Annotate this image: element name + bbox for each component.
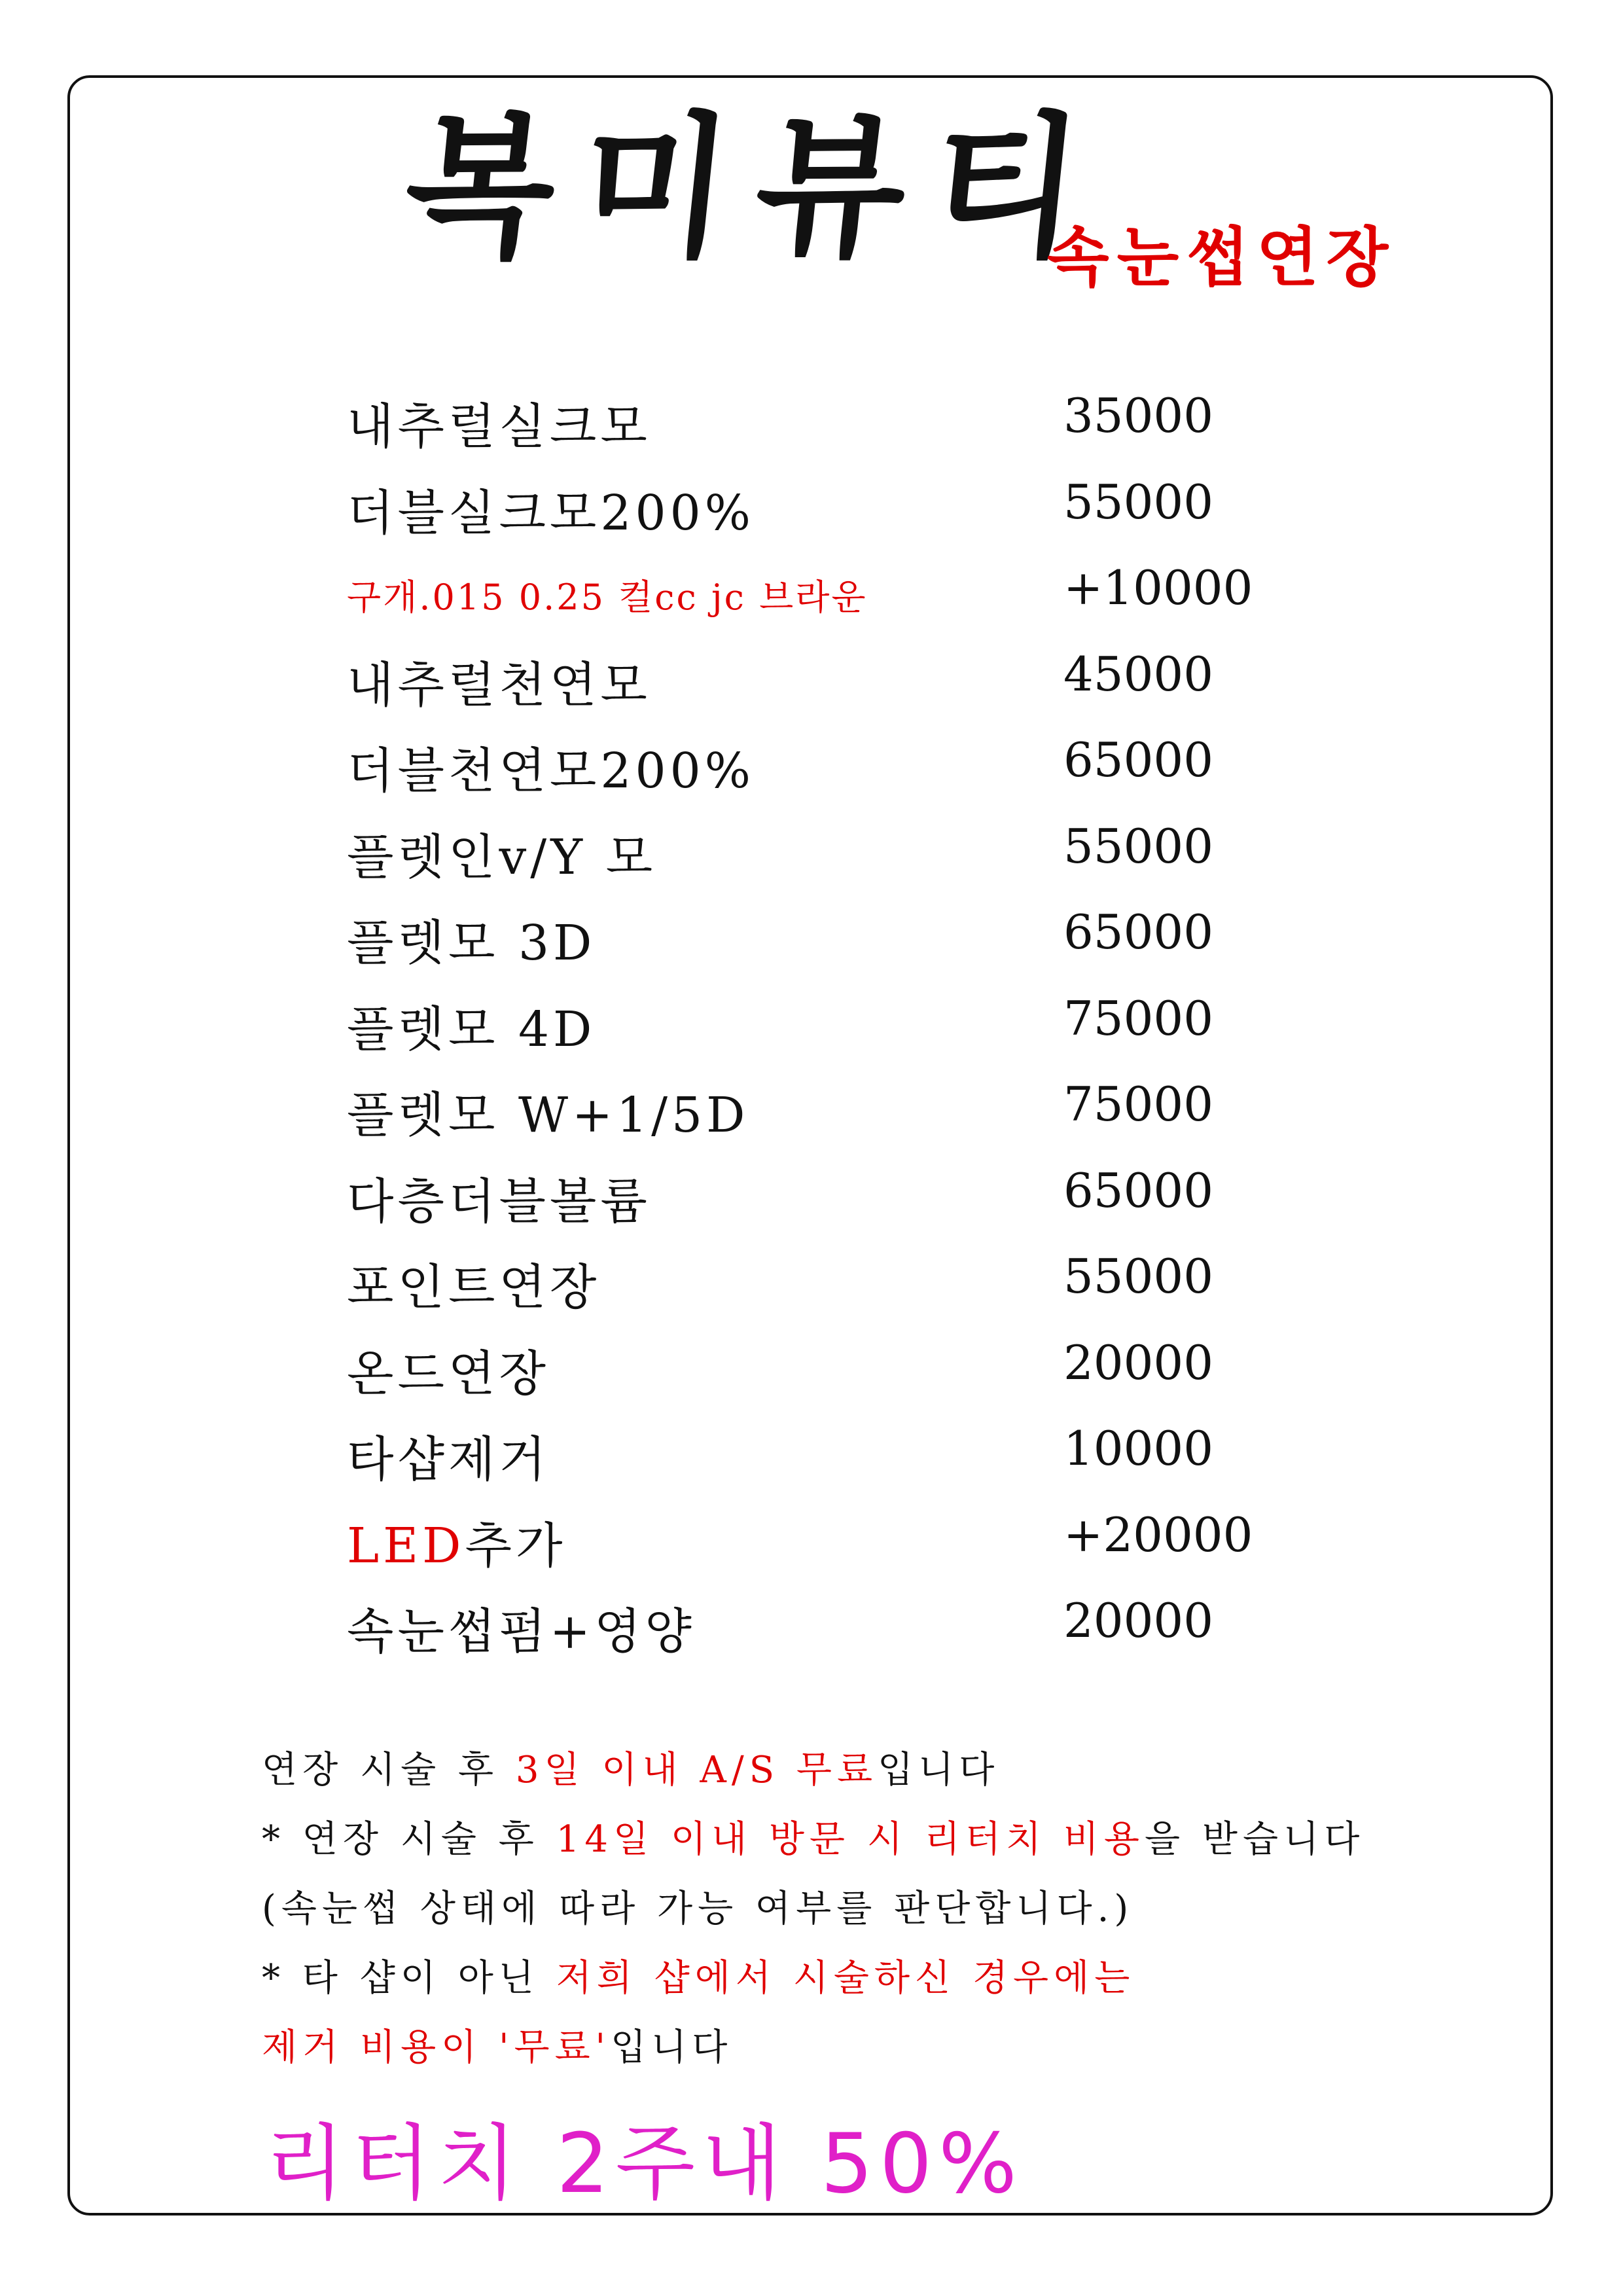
price-row <box>347 986 1296 1072</box>
item-price: 35000 <box>1063 388 1214 443</box>
item-name: 플렛모 W+1/5D <box>347 1087 749 1143</box>
note-highlight: 14일 이내 방문 시 리터치 비용 <box>556 1818 1145 1861</box>
price-row <box>347 814 1296 900</box>
item-name-rest: 추가 <box>465 1517 567 1574</box>
item-name <box>347 1507 566 1577</box>
item-price: 65000 <box>1063 1162 1214 1218</box>
price-row <box>347 641 1296 728</box>
note-text: 연장 시술 후 <box>262 1749 516 1791</box>
item-price: 75000 <box>1063 1077 1214 1132</box>
item-price: 55000 <box>1063 1249 1214 1304</box>
item-price: 55000 <box>1063 474 1214 529</box>
item-name: 속눈썹펌+영양 <box>347 1604 696 1660</box>
item-name: 온드연장 <box>347 1345 550 1402</box>
item-name: 내추럴천연모 <box>347 656 651 713</box>
price-row <box>347 555 1296 641</box>
item-name: 포인트연장 <box>347 1259 601 1316</box>
item-name: 플렛모 4D <box>347 1001 596 1058</box>
item-name: 더블천연모200% <box>347 743 755 799</box>
policy-notes <box>262 1741 1364 2088</box>
item-price: 10000 <box>1063 1421 1214 1476</box>
note-text: * 타 샵이 아닌 <box>262 1957 556 2000</box>
note-text: 입니다 <box>878 1749 1000 1791</box>
item-name: 구개.015 0.25 컬cc jc 브라운 <box>347 577 868 618</box>
item-price: 20000 <box>1063 1593 1214 1648</box>
note-text: 입니다 <box>611 2026 733 2069</box>
item-price: 45000 <box>1063 646 1214 702</box>
shop-name: 복미뷰티 <box>396 98 1117 278</box>
price-row <box>347 1158 1296 1244</box>
note-text: 을 받습니다 <box>1145 1818 1365 1861</box>
item-price: 65000 <box>1063 905 1214 960</box>
service-title: 속눈썹연장 <box>1047 221 1397 295</box>
item-price: +20000 <box>1063 1507 1253 1562</box>
note-text: * 연장 시술 후 <box>262 1818 556 1861</box>
item-price: 55000 <box>1063 818 1214 874</box>
item-name: 더블실크모200% <box>347 484 755 541</box>
item-name: 타샵제거 <box>347 1431 550 1488</box>
note-highlight: 저희 샵에서 시술하신 경우에는 <box>556 1957 1135 2000</box>
price-row <box>347 899 1296 986</box>
item-name-highlight: LED <box>347 1517 465 1574</box>
note-line <box>262 1949 1364 2018</box>
price-row <box>347 727 1296 814</box>
note-highlight: 3일 이내 A/S 무료 <box>515 1749 878 1791</box>
price-row <box>347 469 1296 556</box>
item-name: 플렛모 3D <box>347 915 596 971</box>
item-price: +10000 <box>1063 560 1253 615</box>
price-row <box>347 1071 1296 1158</box>
price-row <box>347 1588 1296 1674</box>
price-list <box>347 383 1296 1674</box>
note-line <box>262 1810 1364 1880</box>
price-row <box>347 383 1296 469</box>
retouch-promo: 리터치 2주내 50% <box>265 2115 1024 2212</box>
item-name: 플렛인v/Y 모 <box>347 829 657 886</box>
item-price: 65000 <box>1063 732 1214 787</box>
item-price: 75000 <box>1063 990 1214 1046</box>
item-name: 내추럴실크모 <box>347 399 651 455</box>
price-row <box>347 1416 1296 1502</box>
note-line <box>262 1880 1364 1949</box>
note-highlight: 제거 비용이 '무료' <box>262 2026 611 2069</box>
price-row <box>347 1502 1296 1588</box>
item-price: 20000 <box>1063 1335 1214 1390</box>
price-row <box>347 1330 1296 1416</box>
note-line <box>262 2018 1364 2088</box>
price-row <box>347 1244 1296 1330</box>
item-name: 다층더블볼륨 <box>347 1173 651 1230</box>
note-text: (속눈썹 상태에 따라 가능 여부를 판단합니다.) <box>262 1888 1134 1930</box>
note-line <box>262 1741 1364 1810</box>
